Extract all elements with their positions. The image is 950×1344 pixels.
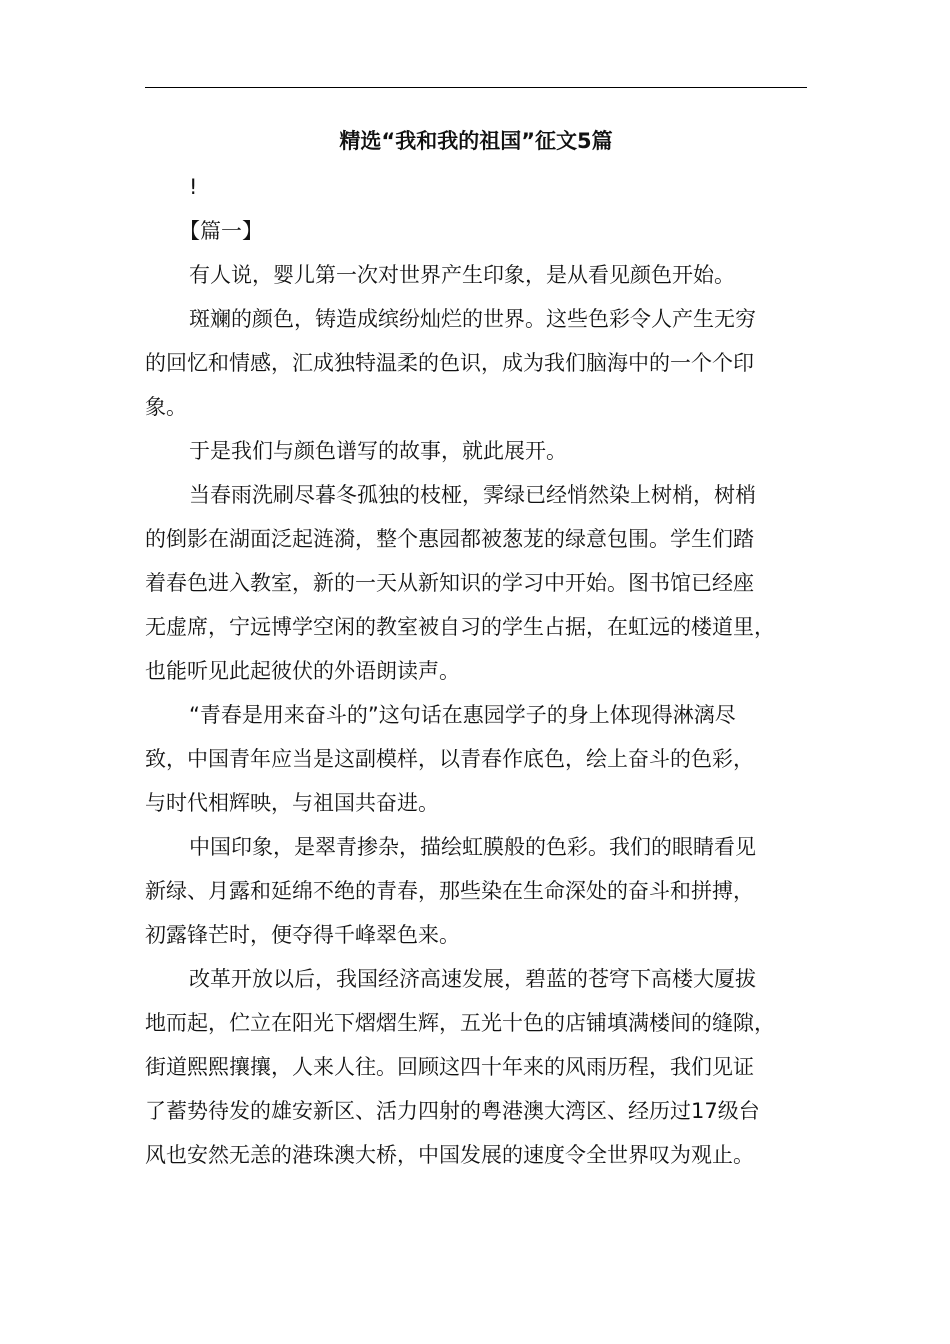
- paragraph-line: 的回忆和情感，汇成独特温柔的色识，成为我们脑海中的一个个印: [145, 351, 754, 375]
- header-rule: [145, 87, 807, 88]
- paragraph-line: 中国印象，是翠青掺杂，描绘虹膜般的色彩。我们的眼睛看见: [189, 835, 756, 859]
- paragraph-line: 也能听见此起彼伏的外语朗读声。: [145, 659, 460, 683]
- paragraph-line: 与时代相辉映，与祖国共奋进。: [145, 791, 439, 815]
- paragraph-line: “青春是用来奋斗的”这句话在惠园学子的身上体现得淋漓尽: [189, 703, 736, 727]
- paragraph-line: 无虚席，宁远博学空闲的教室被自习的学生占据，在虹远的楼道里，: [145, 615, 775, 639]
- paragraph-line: 地而起，伫立在阳光下熠熠生辉，五光十色的店铺填满楼间的缝隙，: [145, 1011, 775, 1035]
- paragraph-line: 改革开放以后，我国经济高速发展，碧蓝的苍穹下高楼大厦拔: [189, 967, 756, 991]
- paragraph-line: 象。: [145, 395, 187, 419]
- paragraph-line: 新绿、月露和延绵不绝的青春，那些染在生命深处的奋斗和拼搏，: [145, 879, 754, 903]
- paragraph-line: 的倒影在湖面泛起涟漪，整个惠园都被葱茏的绿意包围。学生们踏: [145, 527, 754, 551]
- paragraph-line: 了蓄势待发的雄安新区、活力四射的粤港澳大湾区、经历过17级台: [145, 1099, 760, 1123]
- paragraph-line: 着春色进入教室，新的一天从新知识的学习中开始。图书馆已经座: [145, 571, 754, 595]
- paragraph-line: 初露锋芒时，便夺得千峰翠色来。: [145, 923, 460, 947]
- document-title: 精选“我和我的祖国”征文5篇: [339, 129, 613, 153]
- paragraph-line: 当春雨洗刷尽暮冬孤独的枝桠，霁绿已经悄然染上树梢，树梢: [189, 483, 756, 507]
- section-heading: 【篇一】: [179, 219, 263, 243]
- paragraph-line: 于是我们与颜色谱写的故事，就此展开。: [189, 439, 567, 463]
- stray-mark: !: [189, 175, 198, 199]
- paragraph-line: 有人说，婴儿第一次对世界产生印象，是从看见颜色开始。: [189, 263, 735, 287]
- paragraph-line: 风也安然无恙的港珠澳大桥，中国发展的速度令全世界叹为观止。: [145, 1143, 754, 1167]
- paragraph-line: 街道熙熙攘攘，人来人往。回顾这四十年来的风雨历程，我们见证: [145, 1055, 754, 1079]
- paragraph-line: 致，中国青年应当是这副模样，以青春作底色，绘上奋斗的色彩，: [145, 747, 754, 771]
- paragraph-line: 斑斓的颜色，铸造成缤纷灿烂的世界。这些色彩令人产生无穷: [189, 307, 756, 331]
